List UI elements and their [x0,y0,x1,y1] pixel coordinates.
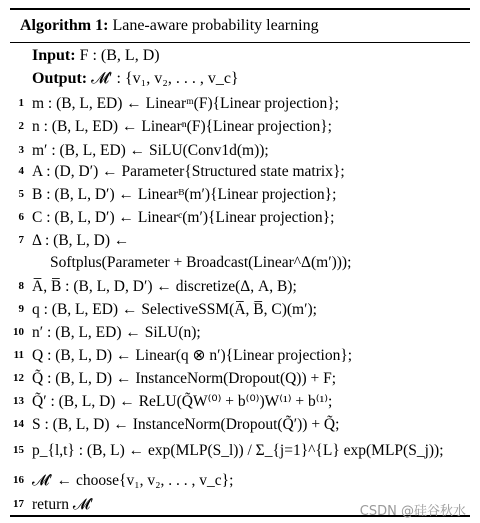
line-number: 16 [13,474,24,486]
line-number: 17 [13,498,24,510]
algorithm-title-text: Lane-aware probability learning [112,17,319,34]
algorithm-line [10,116,470,138]
watermark: CSDN @硅谷秋水 [359,504,466,519]
top-rule [10,8,470,10]
line-code: A̅, B̅ : (B, L, D, D′) ← discretize(Δ, A, B); [32,278,297,295]
line-code: m : (B, L, ED) ← Linearᵐ(F){Linear projection}; [32,95,339,112]
line-number: 1 [18,97,24,109]
algorithm-title [20,16,319,36]
title-rule [10,42,470,43]
line-number: 8 [18,280,24,292]
line-number: 4 [18,165,24,177]
algorithm-line [10,93,470,115]
algorithm-title-prefix: Algorithm 1: [20,17,109,34]
line-number: 6 [18,211,24,223]
algorithm-line [10,184,470,206]
line-number: 9 [18,303,24,315]
line-number: 7 [18,234,24,246]
algorithm-line [10,161,470,183]
line-code: n′ : (B, L, ED) ← SiLU(n); [32,324,201,341]
input-label: Input: [32,47,76,64]
algorithm-line [10,253,470,275]
algorithm-line [10,276,470,298]
algorithm-line [10,368,470,390]
output-label: Output: [32,70,88,87]
output-value: 𝓜′ : {v₁, v₂, . . . , v_c} [91,70,239,87]
algorithm-line [10,230,470,252]
algorithm-line [10,322,470,344]
line-number: 5 [18,188,24,200]
line-code: n : (B, L, ED) ← Linearⁿ(F){Linear projection}; [32,118,332,135]
line-code: q : (B, L, ED) ← SelectiveSSM(A̅, B̅, C)(m′); [32,301,317,318]
line-number: 3 [18,144,24,156]
line-code: Q̃ : (B, L, D) ← InstanceNorm(Dropout(Q)) + F; [32,370,337,387]
line-number: 11 [13,349,24,361]
line-code: 𝓜′ ← choose{v₁, v₂, . . . , v_c}; [32,472,234,489]
line-code: B : (B, L, D′) ← Linearᴮ(m′){Linear projection}; [32,186,337,203]
line-number: 13 [13,395,24,407]
algorithm-line [10,207,470,229]
line-code: Q : (B, L, D) ← Linear(q ⊗ n′){Linear projection}; [32,347,353,364]
line-number: 15 [13,444,24,456]
input-value: F : (B, L, D) [79,47,160,64]
algorithm-line [10,470,470,492]
line-number: 2 [18,120,24,132]
line-code: p_{l,t} : (B, L) ← exp(MLP(S_l)) / Σ_{j=1}^{L} exp(MLP(S_j)); [32,442,444,459]
line-code: S : (B, L, D) ← InstanceNorm(Dropout(Q̃′)) + Q̃; [32,416,340,433]
line-code: C : (B, L, D′) ← Linearᶜ(m′){Linear projection}; [32,209,335,226]
algorithm-line [10,140,470,162]
algorithm-line [10,440,470,462]
line-number: 10 [13,326,24,338]
line-code: A : (D, D′) ← Parameter{Structured state matrix}; [32,163,345,180]
algorithm-line [10,299,470,321]
output-line [32,69,239,89]
algorithm-line [10,345,470,367]
line-number: 14 [13,418,24,430]
algorithm-box [10,8,470,517]
line-number: 12 [13,372,24,384]
line-code: Q̃′ : (B, L, D) ← ReLU(Q̃W⁽⁰⁾ + b⁽⁰⁾)W⁽¹⁾ + b⁽¹⁾; [32,393,333,410]
line-code: m′ : (B, L, ED) ← SiLU(Conv1d(m)); [32,142,269,159]
algorithm-line [10,414,470,436]
line-code: return 𝓜′ [32,496,94,513]
line-code: Softplus(Parameter + Broadcast(Linear^Δ(m′))); [50,254,352,271]
algorithm-line [10,391,470,413]
line-code: Δ : (B, L, D) ← [32,232,130,249]
input-line [32,46,160,66]
